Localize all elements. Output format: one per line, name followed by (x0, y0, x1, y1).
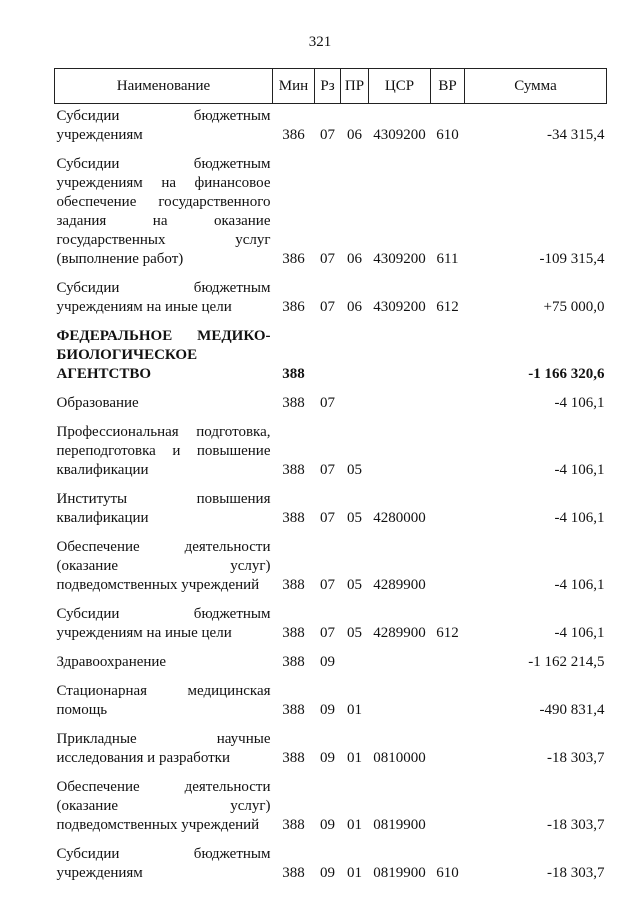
row-csr: 4309200 (373, 127, 426, 143)
row-vr (431, 720, 465, 768)
row-sum: -109 315,4 (539, 251, 605, 267)
header-sum: Сумма (465, 69, 607, 104)
row-name: Обеспечение деятельности (оказание услуг) подведомственных учреждений (56, 539, 271, 593)
row-sum: -4 106,1 (554, 577, 605, 593)
row-min: 388 (282, 865, 305, 881)
row-vr (431, 317, 465, 384)
table-row (55, 643, 607, 672)
table-row (55, 145, 607, 269)
row-sum: -4 106,1 (554, 625, 605, 641)
row-rz: 09 (320, 865, 335, 881)
row-vr (431, 384, 465, 413)
row-rz: 07 (320, 510, 335, 526)
row-name: Субсидии бюджетным учреждениям на иные цели (56, 606, 271, 641)
header-pr: ПР (341, 69, 369, 104)
row-min: 386 (282, 127, 305, 143)
page-number: 321 (308, 34, 332, 50)
row-name: Обеспечение деятельности (оказание услуг) подведомственных учреждений (56, 779, 271, 833)
row-sum: -490 831,4 (539, 702, 605, 718)
row-min: 388 (282, 817, 305, 833)
header-csr: ЦСР (369, 69, 431, 104)
row-name: Стационарная медицинская помощь (56, 683, 271, 718)
row-sum: -1 162 214,5 (528, 654, 605, 670)
row-sum: -18 303,7 (547, 817, 605, 833)
row-pr (341, 317, 369, 384)
header-min: Мин (273, 69, 315, 104)
row-csr (369, 413, 431, 480)
row-pr: 05 (347, 577, 362, 593)
table-header (55, 69, 607, 104)
row-min: 386 (282, 299, 305, 315)
row-min: 388 (282, 395, 305, 411)
row-rz: 07 (320, 395, 335, 411)
table-row (55, 528, 607, 595)
row-csr (369, 672, 431, 720)
table-row-agency (55, 317, 607, 384)
row-min: 388 (282, 577, 305, 593)
row-name: Субсидии бюджетным учреждениям на финансовое обеспечение государственного задания на оказание государственных услуг (выполнение работ) (56, 156, 271, 267)
table-body (55, 104, 607, 884)
table-row (55, 104, 607, 146)
header-vr: ВР (431, 69, 465, 104)
row-pr: 01 (347, 750, 362, 766)
row-vr (431, 768, 465, 835)
row-name: Субсидии бюджетным учреждениям (56, 846, 271, 881)
row-csr: 4289900 (373, 625, 426, 641)
row-vr: 610 (436, 865, 459, 881)
row-csr (369, 643, 431, 672)
table-row (55, 413, 607, 480)
table-row (55, 720, 607, 768)
table-row (55, 595, 607, 643)
row-name: Образование (56, 395, 139, 411)
row-vr: 610 (436, 127, 459, 143)
row-name: Профессиональная подготовка, переподготовка и повышение квалификации (56, 424, 271, 478)
row-sum: -18 303,7 (547, 865, 605, 881)
row-pr: 05 (347, 462, 362, 478)
row-rz: 07 (320, 577, 335, 593)
row-name: Прикладные научные исследования и разработки (56, 731, 271, 766)
row-vr (431, 672, 465, 720)
agency-name: ФЕДЕРАЛЬНОЕ МЕДИКО-БИОЛОГИЧЕСКОЕ АГЕНТСТВО (56, 328, 271, 382)
row-pr: 01 (347, 865, 362, 881)
row-rz: 09 (320, 654, 335, 670)
row-name: Субсидии бюджетным учреждениям (56, 108, 271, 143)
row-vr (431, 413, 465, 480)
row-vr: 611 (436, 251, 459, 267)
row-rz: 07 (320, 251, 335, 267)
row-csr (369, 317, 431, 384)
row-rz (315, 317, 341, 384)
row-rz: 07 (320, 625, 335, 641)
table-row (55, 672, 607, 720)
row-vr (431, 480, 465, 528)
row-pr: 06 (347, 127, 362, 143)
row-csr: 4280000 (373, 510, 426, 526)
table-row (55, 835, 607, 883)
row-pr: 05 (347, 625, 362, 641)
row-csr: 0819900 (373, 817, 426, 833)
row-pr: 01 (347, 702, 362, 718)
table-row (55, 269, 607, 317)
row-vr: 612 (436, 299, 459, 315)
row-pr (341, 643, 369, 672)
row-rz: 07 (320, 462, 335, 478)
row-pr: 01 (347, 817, 362, 833)
row-pr: 06 (347, 299, 362, 315)
row-min: 386 (282, 251, 305, 267)
row-pr: 06 (347, 251, 362, 267)
row-name: Субсидии бюджетным учреждениям на иные цели (56, 280, 271, 315)
row-sum: -34 315,4 (547, 127, 605, 143)
row-sum: -4 106,1 (554, 462, 605, 478)
row-csr: 0810000 (373, 750, 426, 766)
row-min: 388 (282, 510, 305, 526)
row-rz: 07 (320, 127, 335, 143)
row-min: 388 (282, 702, 305, 718)
table-row (55, 384, 607, 413)
row-csr: 4309200 (373, 251, 426, 267)
row-vr: 612 (436, 625, 459, 641)
row-sum: -4 106,1 (554, 510, 605, 526)
row-csr: 4309200 (373, 299, 426, 315)
header-rz: Рз (315, 69, 341, 104)
row-name: Институты повышения квалификации (56, 491, 271, 526)
row-rz: 07 (320, 299, 335, 315)
row-rz: 09 (320, 702, 335, 718)
row-csr (369, 384, 431, 413)
row-min: 388 (282, 366, 305, 382)
row-csr: 4289900 (373, 577, 426, 593)
row-sum: -18 303,7 (547, 750, 605, 766)
row-name: Здравоохранение (56, 654, 167, 670)
row-min: 388 (282, 625, 305, 641)
row-rz: 09 (320, 750, 335, 766)
row-min: 388 (282, 750, 305, 766)
row-rz: 09 (320, 817, 335, 833)
row-pr (341, 384, 369, 413)
table-row (55, 480, 607, 528)
budget-table (54, 68, 607, 883)
table-row (55, 768, 607, 835)
row-min: 388 (282, 654, 305, 670)
row-sum: +75 000,0 (543, 299, 605, 315)
row-csr: 0819900 (373, 865, 426, 881)
row-pr: 05 (347, 510, 362, 526)
row-min: 388 (282, 462, 305, 478)
row-sum: -4 106,1 (554, 395, 605, 411)
row-vr (431, 528, 465, 595)
header-name: Наименование (55, 69, 273, 104)
row-sum: -1 166 320,6 (528, 366, 605, 382)
row-vr (431, 643, 465, 672)
